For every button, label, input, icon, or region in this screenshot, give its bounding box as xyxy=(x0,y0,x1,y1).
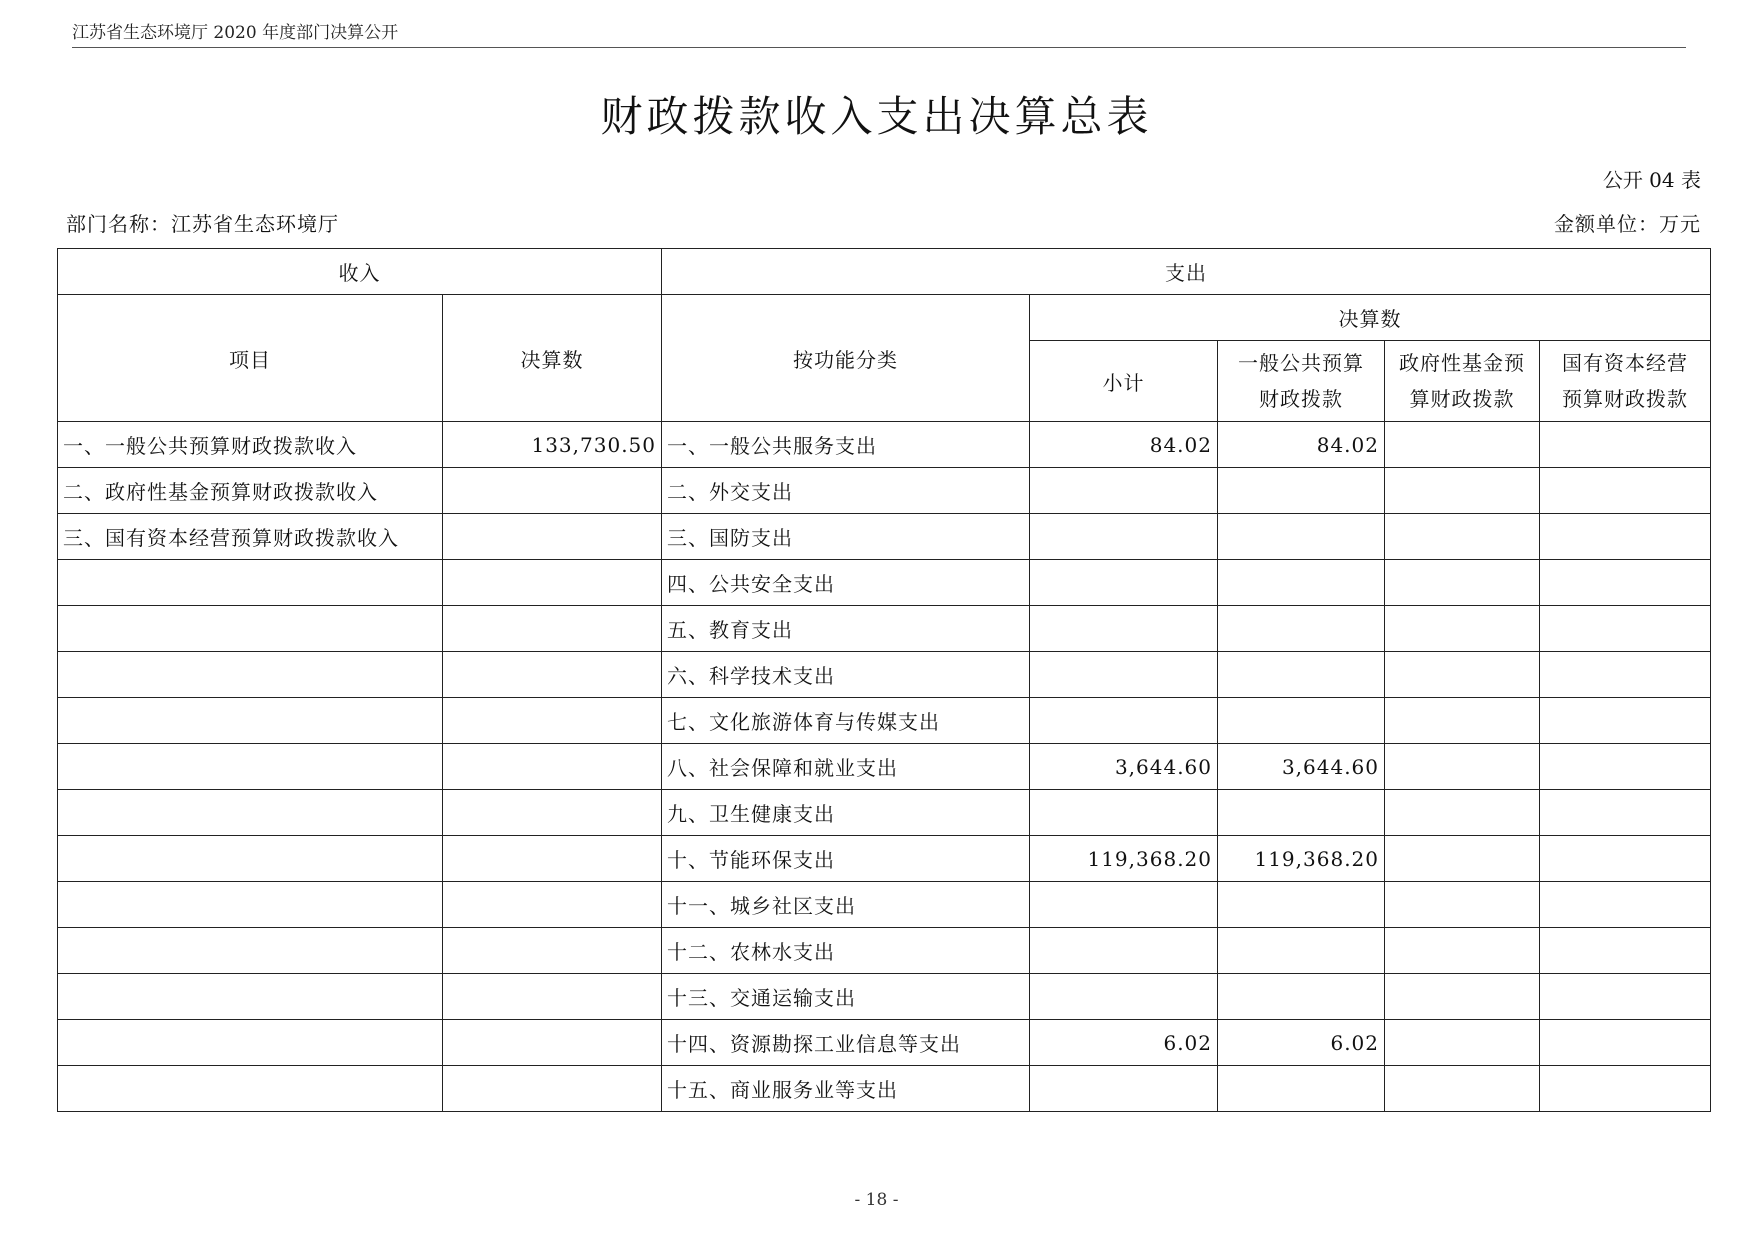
state-capital-cell xyxy=(1540,882,1711,928)
amount-unit: 金额单位：万元 xyxy=(1554,212,1701,236)
expense-item-cell: 十、节能环保支出 xyxy=(662,836,1030,882)
income-amount-cell xyxy=(443,744,662,790)
income-amount-cell xyxy=(443,790,662,836)
gov-fund-cell xyxy=(1385,698,1540,744)
expense-item-cell: 十五、商业服务业等支出 xyxy=(662,1066,1030,1112)
general-budget-cell xyxy=(1218,468,1385,514)
income-item-cell: 二、政府性基金预算财政拨款收入 xyxy=(58,468,443,514)
general-budget-cell xyxy=(1218,652,1385,698)
income-item-cell xyxy=(58,560,443,606)
header-divider xyxy=(72,47,1686,48)
header-amount: 决算数 xyxy=(443,295,662,422)
subtotal-cell xyxy=(1030,652,1218,698)
state-capital-cell xyxy=(1540,790,1711,836)
income-item-cell xyxy=(58,744,443,790)
header-capital-line2: 预算财政拨款 xyxy=(1562,387,1689,411)
income-amount-cell xyxy=(443,974,662,1020)
general-budget-cell xyxy=(1218,698,1385,744)
income-item-cell xyxy=(58,836,443,882)
table-code: 公开 04 表 xyxy=(1602,168,1701,192)
gov-fund-cell xyxy=(1385,560,1540,606)
expense-item-cell: 二、外交支出 xyxy=(662,468,1030,514)
state-capital-cell xyxy=(1540,744,1711,790)
header-final-amount: 决算数 xyxy=(1030,295,1711,341)
header-row-1 xyxy=(58,249,1711,295)
table-row xyxy=(58,790,1711,836)
table-row xyxy=(58,468,1711,514)
header-item: 项目 xyxy=(58,295,443,422)
income-item-cell xyxy=(58,1066,443,1112)
subtotal-cell xyxy=(1030,468,1218,514)
state-capital-cell xyxy=(1540,514,1711,560)
table-row xyxy=(58,560,1711,606)
income-item-cell xyxy=(58,606,443,652)
subtotal-cell xyxy=(1030,606,1218,652)
gov-fund-cell xyxy=(1385,790,1540,836)
page-number: - 18 - xyxy=(854,1190,899,1210)
expense-item-cell: 六、科学技术支出 xyxy=(662,652,1030,698)
table-row xyxy=(58,606,1711,652)
state-capital-cell xyxy=(1540,974,1711,1020)
table-row xyxy=(58,882,1711,928)
general-budget-cell xyxy=(1218,560,1385,606)
gov-fund-cell xyxy=(1385,606,1540,652)
table-row xyxy=(58,1066,1711,1112)
table-row xyxy=(58,1020,1711,1066)
gov-fund-cell xyxy=(1385,882,1540,928)
income-item-cell: 一、一般公共预算财政拨款收入 xyxy=(58,422,443,468)
income-amount-cell xyxy=(443,514,662,560)
subtotal-cell xyxy=(1030,698,1218,744)
income-amount-cell xyxy=(443,1066,662,1112)
header-gov-fund xyxy=(1385,341,1540,422)
table-row xyxy=(58,422,1711,468)
expense-item-cell: 三、国防支出 xyxy=(662,514,1030,560)
header-general-line1: 一般公共预算 xyxy=(1238,351,1364,375)
state-capital-cell xyxy=(1540,560,1711,606)
table-row xyxy=(58,744,1711,790)
header-fund-line1: 政府性基金预 xyxy=(1399,351,1525,375)
expense-item-cell: 十一、城乡社区支出 xyxy=(662,882,1030,928)
subtotal-cell xyxy=(1030,928,1218,974)
expense-item-cell: 十三、交通运输支出 xyxy=(662,974,1030,1020)
subtotal-cell xyxy=(1030,790,1218,836)
expense-item-cell: 十四、资源勘探工业信息等支出 xyxy=(662,1020,1030,1066)
subtotal-cell xyxy=(1030,514,1218,560)
gov-fund-cell xyxy=(1385,514,1540,560)
expense-item-cell: 十二、农林水支出 xyxy=(662,928,1030,974)
state-capital-cell xyxy=(1540,606,1711,652)
table-row xyxy=(58,928,1711,974)
income-item-cell xyxy=(58,882,443,928)
general-budget-cell xyxy=(1218,606,1385,652)
header-fund-line2: 算财政拨款 xyxy=(1409,387,1515,411)
header-subtotal: 小计 xyxy=(1030,341,1218,422)
state-capital-cell xyxy=(1540,1020,1711,1066)
income-amount-cell xyxy=(443,882,662,928)
income-item-cell xyxy=(58,1020,443,1066)
running-header: 江苏省生态环境厅 2020 年度部门决算公开 xyxy=(72,23,399,43)
income-amount-cell xyxy=(443,836,662,882)
income-item-cell xyxy=(58,790,443,836)
gov-fund-cell xyxy=(1385,422,1540,468)
state-capital-cell xyxy=(1540,836,1711,882)
income-amount-cell xyxy=(443,652,662,698)
gov-fund-cell xyxy=(1385,836,1540,882)
general-budget-cell xyxy=(1218,882,1385,928)
income-amount-cell xyxy=(443,1020,662,1066)
income-item-cell xyxy=(58,928,443,974)
header-expense: 支出 xyxy=(662,249,1711,295)
gov-fund-cell xyxy=(1385,744,1540,790)
expense-item-cell: 九、卫生健康支出 xyxy=(662,790,1030,836)
department-name: 部门名称：江苏省生态环境厅 xyxy=(66,212,339,236)
header-income: 收入 xyxy=(58,249,662,295)
state-capital-cell xyxy=(1540,928,1711,974)
table-row xyxy=(58,836,1711,882)
document-title: 财政拨款收入支出决算总表 xyxy=(600,92,1153,141)
header-capital-line1: 国有资本经营 xyxy=(1562,351,1689,375)
income-amount-cell: 133,730.50 xyxy=(443,422,662,468)
income-amount-cell xyxy=(443,698,662,744)
gov-fund-cell xyxy=(1385,468,1540,514)
general-budget-cell: 119,368.20 xyxy=(1218,836,1385,882)
gov-fund-cell xyxy=(1385,928,1540,974)
expense-item-cell: 七、文化旅游体育与传媒支出 xyxy=(662,698,1030,744)
state-capital-cell xyxy=(1540,698,1711,744)
general-budget-cell: 84.02 xyxy=(1218,422,1385,468)
general-budget-cell xyxy=(1218,790,1385,836)
appropriation-summary-table xyxy=(57,248,1711,1112)
income-amount-cell xyxy=(443,560,662,606)
table-row xyxy=(58,652,1711,698)
expense-item-cell: 八、社会保障和就业支出 xyxy=(662,744,1030,790)
expense-item-cell: 四、公共安全支出 xyxy=(662,560,1030,606)
state-capital-cell xyxy=(1540,652,1711,698)
income-item-cell xyxy=(58,974,443,1020)
subtotal-cell: 84.02 xyxy=(1030,422,1218,468)
gov-fund-cell xyxy=(1385,974,1540,1020)
header-general-line2: 财政拨款 xyxy=(1259,387,1343,411)
income-item-cell xyxy=(58,698,443,744)
header-row-2 xyxy=(58,295,1711,341)
general-budget-cell xyxy=(1218,514,1385,560)
subtotal-cell xyxy=(1030,1066,1218,1112)
header-general-budget xyxy=(1218,341,1385,422)
income-amount-cell xyxy=(443,468,662,514)
general-budget-cell xyxy=(1218,928,1385,974)
table-row xyxy=(58,974,1711,1020)
income-amount-cell xyxy=(443,606,662,652)
header-func-class: 按功能分类 xyxy=(662,295,1030,422)
general-budget-cell: 6.02 xyxy=(1218,1020,1385,1066)
income-item-cell xyxy=(58,652,443,698)
header-state-capital xyxy=(1540,341,1711,422)
gov-fund-cell xyxy=(1385,652,1540,698)
subtotal-cell xyxy=(1030,974,1218,1020)
income-amount-cell xyxy=(443,928,662,974)
subtotal-cell: 3,644.60 xyxy=(1030,744,1218,790)
subtotal-cell: 6.02 xyxy=(1030,1020,1218,1066)
general-budget-cell xyxy=(1218,1066,1385,1112)
table-row xyxy=(58,698,1711,744)
state-capital-cell xyxy=(1540,1066,1711,1112)
state-capital-cell xyxy=(1540,468,1711,514)
subtotal-cell xyxy=(1030,882,1218,928)
gov-fund-cell xyxy=(1385,1066,1540,1112)
state-capital-cell xyxy=(1540,422,1711,468)
gov-fund-cell xyxy=(1385,1020,1540,1066)
expense-item-cell: 五、教育支出 xyxy=(662,606,1030,652)
expense-item-cell: 一、一般公共服务支出 xyxy=(662,422,1030,468)
table-row xyxy=(58,514,1711,560)
subtotal-cell: 119,368.20 xyxy=(1030,836,1218,882)
general-budget-cell: 3,644.60 xyxy=(1218,744,1385,790)
general-budget-cell xyxy=(1218,974,1385,1020)
subtotal-cell xyxy=(1030,560,1218,606)
income-item-cell: 三、国有资本经营预算财政拨款收入 xyxy=(58,514,443,560)
